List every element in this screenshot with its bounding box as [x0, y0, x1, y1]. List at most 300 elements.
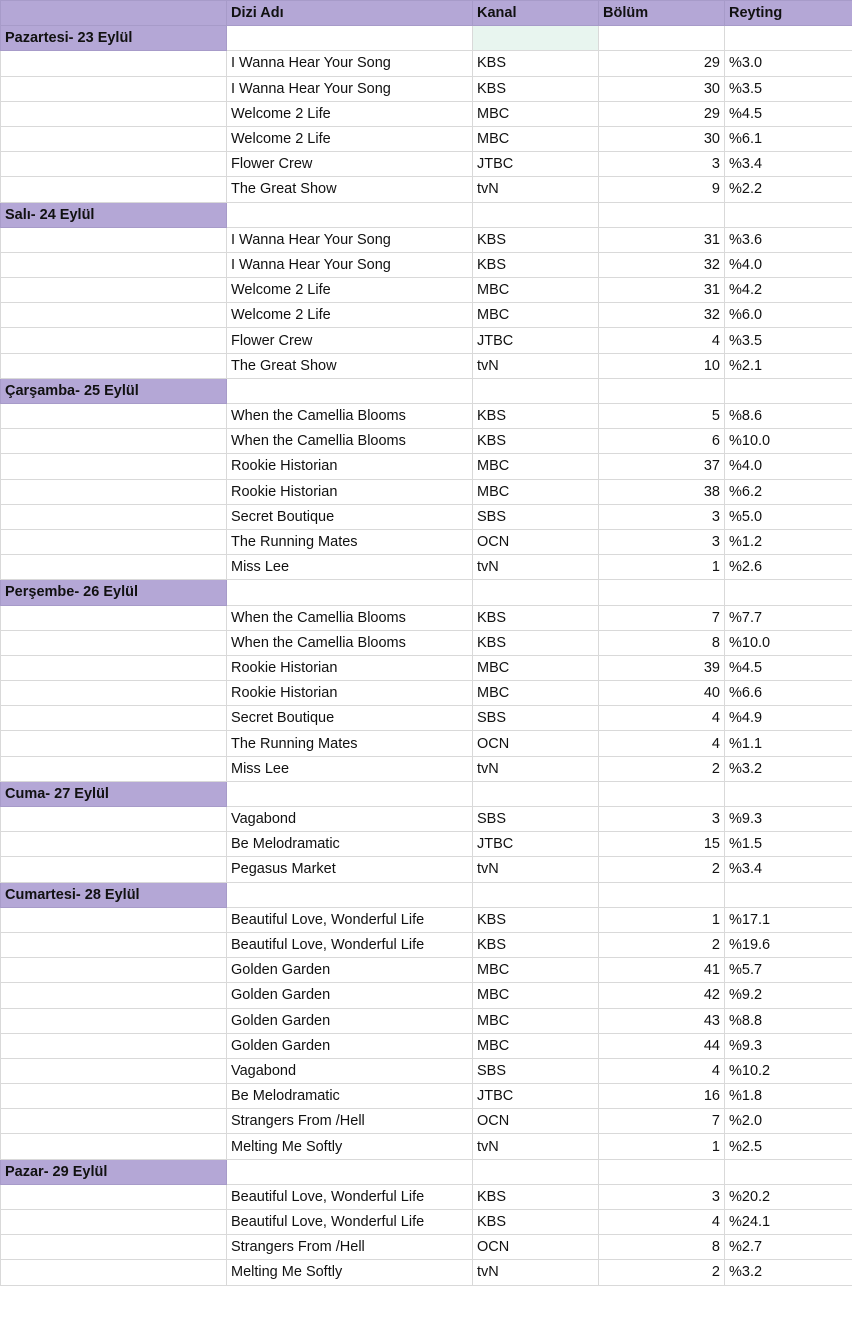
episode-cell[interactable]: 37 [599, 454, 725, 479]
rating-cell[interactable]: %2.6 [725, 555, 852, 580]
episode-cell[interactable]: 38 [599, 479, 725, 504]
empty-cell[interactable] [1, 51, 227, 76]
title-cell[interactable]: Rookie Historian [227, 655, 473, 680]
rating-cell[interactable]: %9.3 [725, 1033, 852, 1058]
empty-cell[interactable] [1, 353, 227, 378]
rating-cell[interactable]: %17.1 [725, 907, 852, 932]
empty-cell[interactable] [473, 378, 599, 403]
title-cell[interactable]: The Running Mates [227, 731, 473, 756]
empty-cell[interactable] [1, 1184, 227, 1209]
title-cell[interactable]: Golden Garden [227, 983, 473, 1008]
empty-cell[interactable] [1, 630, 227, 655]
day-row [1, 202, 852, 227]
empty-cell[interactable] [227, 580, 473, 605]
day-row [1, 580, 852, 605]
table-row [1, 706, 852, 731]
episode-cell[interactable]: 3 [599, 529, 725, 554]
episode-cell[interactable]: 2 [599, 932, 725, 957]
rating-cell[interactable]: %10.2 [725, 1058, 852, 1083]
table-row [1, 504, 852, 529]
episode-cell[interactable]: 39 [599, 655, 725, 680]
rating-cell[interactable]: %4.9 [725, 706, 852, 731]
empty-cell[interactable] [1, 303, 227, 328]
rating-cell[interactable]: %4.0 [725, 252, 852, 277]
channel-cell[interactable]: KBS [473, 605, 599, 630]
empty-cell[interactable] [227, 378, 473, 403]
channel-cell[interactable]: KBS [473, 1210, 599, 1235]
channel-cell[interactable]: KBS [473, 252, 599, 277]
empty-cell[interactable] [1, 857, 227, 882]
episode-cell[interactable]: 1 [599, 1134, 725, 1159]
empty-cell[interactable] [1, 1084, 227, 1109]
rating-cell[interactable]: %3.4 [725, 857, 852, 882]
table-row [1, 832, 852, 857]
channel-cell[interactable]: JTBC [473, 152, 599, 177]
title-cell[interactable]: Beautiful Love, Wonderful Life [227, 907, 473, 932]
empty-cell[interactable] [473, 781, 599, 806]
header-cell-title[interactable]: Dizi Adı [227, 1, 473, 26]
title-cell[interactable]: Beautiful Love, Wonderful Life [227, 932, 473, 957]
episode-cell[interactable]: 1 [599, 907, 725, 932]
episode-cell[interactable]: 8 [599, 630, 725, 655]
title-cell[interactable]: Welcome 2 Life [227, 126, 473, 151]
rating-cell[interactable]: %9.2 [725, 983, 852, 1008]
title-cell[interactable]: I Wanna Hear Your Song [227, 227, 473, 252]
episode-cell[interactable]: 29 [599, 101, 725, 126]
episode-cell[interactable]: 30 [599, 76, 725, 101]
rating-cell[interactable]: %2.1 [725, 353, 852, 378]
title-cell[interactable]: Melting Me Softly [227, 1260, 473, 1285]
rating-cell[interactable]: %6.0 [725, 303, 852, 328]
episode-cell[interactable]: 8 [599, 1235, 725, 1260]
table-row [1, 681, 852, 706]
channel-cell[interactable]: SBS [473, 807, 599, 832]
empty-cell[interactable] [1, 1260, 227, 1285]
empty-cell[interactable] [1, 227, 227, 252]
table-body [1, 1, 852, 1286]
header-row [1, 1, 852, 26]
title-cell[interactable]: Strangers From /Hell [227, 1235, 473, 1260]
episode-cell[interactable]: 2 [599, 1260, 725, 1285]
title-cell[interactable]: The Great Show [227, 177, 473, 202]
empty-cell[interactable] [1, 731, 227, 756]
rating-cell[interactable]: %2.5 [725, 1134, 852, 1159]
title-cell[interactable]: Golden Garden [227, 958, 473, 983]
channel-cell[interactable]: MBC [473, 958, 599, 983]
channel-cell[interactable]: JTBC [473, 1084, 599, 1109]
empty-cell[interactable] [725, 580, 852, 605]
title-cell[interactable]: Welcome 2 Life [227, 101, 473, 126]
title-cell[interactable]: When the Camellia Blooms [227, 630, 473, 655]
rating-cell[interactable]: %6.1 [725, 126, 852, 151]
episode-cell[interactable]: 3 [599, 1184, 725, 1209]
episode-cell[interactable]: 2 [599, 857, 725, 882]
title-cell[interactable]: Beautiful Love, Wonderful Life [227, 1184, 473, 1209]
empty-cell[interactable] [1, 983, 227, 1008]
episode-cell[interactable]: 42 [599, 983, 725, 1008]
empty-cell[interactable] [725, 1159, 852, 1184]
channel-cell[interactable]: MBC [473, 303, 599, 328]
rating-cell[interactable]: %6.2 [725, 479, 852, 504]
title-cell[interactable]: Be Melodramatic [227, 1084, 473, 1109]
rating-cell[interactable]: %6.6 [725, 681, 852, 706]
title-cell[interactable]: Be Melodramatic [227, 832, 473, 857]
title-cell[interactable]: Pegasus Market [227, 857, 473, 882]
channel-cell[interactable]: SBS [473, 706, 599, 731]
table-row [1, 1184, 852, 1209]
empty-cell[interactable] [473, 580, 599, 605]
episode-cell[interactable]: 9 [599, 177, 725, 202]
rating-cell[interactable]: %10.0 [725, 630, 852, 655]
episode-cell[interactable]: 32 [599, 252, 725, 277]
empty-cell[interactable] [1, 126, 227, 151]
table-row [1, 630, 852, 655]
table-row [1, 605, 852, 630]
empty-cell[interactable] [1, 328, 227, 353]
episode-cell[interactable]: 3 [599, 152, 725, 177]
table-row [1, 555, 852, 580]
title-cell[interactable]: Flower Crew [227, 152, 473, 177]
episode-cell[interactable]: 3 [599, 504, 725, 529]
table-row [1, 1058, 852, 1083]
title-cell[interactable]: Golden Garden [227, 1033, 473, 1058]
table-row [1, 756, 852, 781]
channel-cell[interactable]: tvN [473, 353, 599, 378]
episode-cell[interactable]: 30 [599, 126, 725, 151]
empty-cell[interactable] [1, 76, 227, 101]
rating-cell[interactable]: %1.1 [725, 731, 852, 756]
channel-cell[interactable]: tvN [473, 177, 599, 202]
empty-cell[interactable] [725, 378, 852, 403]
title-cell[interactable]: Secret Boutique [227, 504, 473, 529]
empty-cell[interactable] [1, 1058, 227, 1083]
table-row [1, 1008, 852, 1033]
rating-cell[interactable]: %2.7 [725, 1235, 852, 1260]
day-label-cell[interactable]: Cuma- 27 Eylül [1, 781, 227, 806]
channel-cell[interactable]: tvN [473, 1260, 599, 1285]
episode-cell[interactable]: 31 [599, 278, 725, 303]
channel-cell[interactable]: tvN [473, 1134, 599, 1159]
day-label-cell[interactable]: Cumartesi- 28 Eylül [1, 882, 227, 907]
title-cell[interactable]: When the Camellia Blooms [227, 404, 473, 429]
table-row [1, 101, 852, 126]
episode-cell[interactable]: 7 [599, 605, 725, 630]
empty-cell[interactable] [1, 177, 227, 202]
title-cell[interactable]: Welcome 2 Life [227, 303, 473, 328]
channel-cell[interactable]: MBC [473, 479, 599, 504]
title-cell[interactable]: I Wanna Hear Your Song [227, 51, 473, 76]
empty-cell[interactable] [1, 1008, 227, 1033]
empty-cell[interactable] [1, 504, 227, 529]
channel-cell[interactable]: MBC [473, 278, 599, 303]
rating-cell[interactable]: %20.2 [725, 1184, 852, 1209]
rating-cell[interactable]: %8.6 [725, 404, 852, 429]
rating-cell[interactable]: %24.1 [725, 1210, 852, 1235]
channel-cell[interactable]: KBS [473, 51, 599, 76]
table-row [1, 353, 852, 378]
rating-cell[interactable]: %4.5 [725, 655, 852, 680]
table-row [1, 907, 852, 932]
empty-cell[interactable] [227, 26, 473, 51]
episode-cell[interactable]: 29 [599, 51, 725, 76]
rating-cell[interactable]: %4.5 [725, 101, 852, 126]
channel-cell[interactable]: KBS [473, 1184, 599, 1209]
title-cell[interactable]: Vagabond [227, 807, 473, 832]
title-cell[interactable]: When the Camellia Blooms [227, 429, 473, 454]
channel-cell[interactable]: MBC [473, 983, 599, 1008]
channel-cell[interactable]: OCN [473, 1235, 599, 1260]
channel-cell[interactable]: KBS [473, 404, 599, 429]
table-row [1, 303, 852, 328]
channel-cell[interactable]: OCN [473, 1109, 599, 1134]
rating-cell[interactable]: %3.0 [725, 51, 852, 76]
episode-cell[interactable]: 10 [599, 353, 725, 378]
table-row [1, 529, 852, 554]
day-row [1, 1159, 852, 1184]
table-row [1, 1210, 852, 1235]
empty-cell[interactable] [1, 429, 227, 454]
channel-cell[interactable]: OCN [473, 731, 599, 756]
empty-cell[interactable] [1, 807, 227, 832]
rating-cell[interactable]: %5.0 [725, 504, 852, 529]
channel-cell[interactable]: MBC [473, 1008, 599, 1033]
empty-cell[interactable] [599, 378, 725, 403]
day-label-cell[interactable]: Pazar- 29 Eylül [1, 1159, 227, 1184]
empty-cell[interactable] [1, 756, 227, 781]
empty-cell[interactable] [1, 932, 227, 957]
empty-cell[interactable] [1, 1210, 227, 1235]
table-row [1, 932, 852, 957]
empty-cell[interactable] [599, 26, 725, 51]
table-row [1, 227, 852, 252]
title-cell[interactable]: The Running Mates [227, 529, 473, 554]
channel-cell[interactable]: KBS [473, 429, 599, 454]
channel-cell[interactable]: JTBC [473, 328, 599, 353]
episode-cell[interactable]: 44 [599, 1033, 725, 1058]
title-cell[interactable]: The Great Show [227, 353, 473, 378]
rating-cell[interactable]: %7.7 [725, 605, 852, 630]
rating-cell[interactable]: %3.2 [725, 1260, 852, 1285]
empty-cell[interactable] [1, 479, 227, 504]
channel-cell[interactable]: KBS [473, 907, 599, 932]
channel-cell[interactable]: MBC [473, 1033, 599, 1058]
table-row [1, 1235, 852, 1260]
empty-cell[interactable] [1, 958, 227, 983]
episode-cell[interactable]: 4 [599, 1210, 725, 1235]
empty-cell[interactable] [1, 152, 227, 177]
title-cell[interactable]: When the Camellia Blooms [227, 605, 473, 630]
title-cell[interactable]: Secret Boutique [227, 706, 473, 731]
episode-cell[interactable]: 31 [599, 227, 725, 252]
day-label-cell[interactable]: Perşembe- 26 Eylül [1, 580, 227, 605]
title-cell[interactable]: I Wanna Hear Your Song [227, 76, 473, 101]
rating-cell[interactable]: %4.2 [725, 278, 852, 303]
empty-cell[interactable] [725, 781, 852, 806]
channel-cell[interactable]: MBC [473, 101, 599, 126]
empty-cell[interactable] [599, 781, 725, 806]
title-cell[interactable]: Rookie Historian [227, 454, 473, 479]
table-row [1, 76, 852, 101]
header-cell-rating[interactable]: Reyting [725, 1, 852, 26]
empty-cell[interactable] [1, 252, 227, 277]
empty-cell[interactable] [1, 278, 227, 303]
title-cell[interactable]: Golden Garden [227, 1008, 473, 1033]
table-row [1, 807, 852, 832]
empty-cell[interactable] [227, 781, 473, 806]
rating-cell[interactable]: %9.3 [725, 807, 852, 832]
table-row [1, 429, 852, 454]
episode-cell[interactable]: 15 [599, 832, 725, 857]
episode-cell[interactable]: 1 [599, 555, 725, 580]
empty-cell[interactable] [725, 882, 852, 907]
episode-cell[interactable]: 4 [599, 731, 725, 756]
table-row [1, 983, 852, 1008]
header-cell-episode[interactable]: Bölüm [599, 1, 725, 26]
day-label-cell[interactable]: Pazartesi- 23 Eylül [1, 26, 227, 51]
episode-cell[interactable]: 41 [599, 958, 725, 983]
rating-cell[interactable]: %3.6 [725, 227, 852, 252]
empty-cell[interactable] [1, 101, 227, 126]
empty-cell[interactable] [1, 605, 227, 630]
rating-cell[interactable]: %1.2 [725, 529, 852, 554]
channel-cell[interactable]: MBC [473, 126, 599, 151]
table-row [1, 655, 852, 680]
title-cell[interactable]: Beautiful Love, Wonderful Life [227, 1210, 473, 1235]
rating-cell[interactable]: %1.5 [725, 832, 852, 857]
rating-cell[interactable]: %1.8 [725, 1084, 852, 1109]
rating-cell[interactable]: %3.2 [725, 756, 852, 781]
empty-cell[interactable] [1, 907, 227, 932]
rating-cell[interactable]: %3.5 [725, 328, 852, 353]
episode-cell[interactable]: 4 [599, 706, 725, 731]
table-row [1, 1033, 852, 1058]
title-cell[interactable]: Strangers From /Hell [227, 1109, 473, 1134]
channel-cell[interactable]: SBS [473, 1058, 599, 1083]
channel-cell[interactable]: KBS [473, 227, 599, 252]
rating-cell[interactable]: %8.8 [725, 1008, 852, 1033]
empty-cell[interactable] [599, 1159, 725, 1184]
rating-cell[interactable]: %3.4 [725, 152, 852, 177]
channel-cell[interactable]: KBS [473, 630, 599, 655]
table-row [1, 252, 852, 277]
title-cell[interactable]: Flower Crew [227, 328, 473, 353]
title-cell[interactable]: Miss Lee [227, 555, 473, 580]
empty-cell[interactable] [1, 706, 227, 731]
empty-cell[interactable] [227, 202, 473, 227]
episode-cell[interactable]: 16 [599, 1084, 725, 1109]
episode-cell[interactable]: 3 [599, 807, 725, 832]
episode-cell[interactable]: 5 [599, 404, 725, 429]
title-cell[interactable]: Rookie Historian [227, 681, 473, 706]
table-row [1, 479, 852, 504]
day-label-cell[interactable]: Salı- 24 Eylül [1, 202, 227, 227]
channel-cell[interactable]: KBS [473, 76, 599, 101]
empty-cell[interactable] [599, 202, 725, 227]
empty-cell[interactable] [227, 882, 473, 907]
channel-cell[interactable]: MBC [473, 454, 599, 479]
empty-cell[interactable] [227, 1159, 473, 1184]
rating-cell[interactable]: %10.0 [725, 429, 852, 454]
title-cell[interactable]: Rookie Historian [227, 479, 473, 504]
rating-cell[interactable]: %2.2 [725, 177, 852, 202]
table-row [1, 278, 852, 303]
table-row [1, 731, 852, 756]
empty-cell[interactable] [1, 555, 227, 580]
table-row [1, 1260, 852, 1285]
day-row [1, 26, 852, 51]
rating-cell[interactable]: %2.0 [725, 1109, 852, 1134]
title-cell[interactable]: Vagabond [227, 1058, 473, 1083]
rating-cell[interactable]: %5.7 [725, 958, 852, 983]
header-cell-channel[interactable]: Kanal [473, 1, 599, 26]
empty-cell[interactable] [1, 1109, 227, 1134]
table-row [1, 328, 852, 353]
episode-cell[interactable]: 7 [599, 1109, 725, 1134]
episode-cell[interactable]: 43 [599, 1008, 725, 1033]
channel-cell[interactable]: tvN [473, 756, 599, 781]
empty-cell[interactable] [473, 1159, 599, 1184]
channel-cell[interactable]: tvN [473, 857, 599, 882]
empty-cell[interactable] [1, 529, 227, 554]
empty-cell[interactable] [1, 404, 227, 429]
empty-cell[interactable] [725, 26, 852, 51]
empty-cell[interactable] [599, 580, 725, 605]
empty-cell[interactable] [473, 882, 599, 907]
empty-cell[interactable] [1, 655, 227, 680]
empty-cell[interactable] [725, 202, 852, 227]
rating-cell[interactable]: %4.0 [725, 454, 852, 479]
table-row [1, 126, 852, 151]
episode-cell[interactable]: 40 [599, 681, 725, 706]
empty-cell[interactable] [1, 681, 227, 706]
channel-cell[interactable]: KBS [473, 932, 599, 957]
table-row [1, 404, 852, 429]
table-row [1, 1134, 852, 1159]
day-label-cell[interactable]: Çarşamba- 25 Eylül [1, 378, 227, 403]
empty-cell[interactable] [1, 1235, 227, 1260]
title-cell[interactable]: Melting Me Softly [227, 1134, 473, 1159]
empty-cell[interactable] [473, 26, 599, 51]
rating-cell[interactable]: %3.5 [725, 76, 852, 101]
channel-cell[interactable]: MBC [473, 655, 599, 680]
empty-cell[interactable] [473, 202, 599, 227]
empty-cell[interactable] [599, 882, 725, 907]
empty-cell[interactable] [1, 454, 227, 479]
rating-cell[interactable]: %19.6 [725, 932, 852, 957]
episode-cell[interactable]: 2 [599, 756, 725, 781]
channel-cell[interactable]: tvN [473, 555, 599, 580]
channel-cell[interactable]: MBC [473, 681, 599, 706]
channel-cell[interactable]: JTBC [473, 832, 599, 857]
empty-cell[interactable] [1, 1033, 227, 1058]
channel-cell[interactable]: OCN [473, 529, 599, 554]
header-cell-blank[interactable] [1, 1, 227, 26]
empty-cell[interactable] [1, 832, 227, 857]
channel-cell[interactable]: SBS [473, 504, 599, 529]
table-row [1, 1084, 852, 1109]
episode-cell[interactable]: 32 [599, 303, 725, 328]
episode-cell[interactable]: 6 [599, 429, 725, 454]
empty-cell[interactable] [1, 1134, 227, 1159]
title-cell[interactable]: Miss Lee [227, 756, 473, 781]
day-row [1, 378, 852, 403]
title-cell[interactable]: Welcome 2 Life [227, 278, 473, 303]
title-cell[interactable]: I Wanna Hear Your Song [227, 252, 473, 277]
table-row [1, 51, 852, 76]
table-row [1, 177, 852, 202]
episode-cell[interactable]: 4 [599, 328, 725, 353]
episode-cell[interactable]: 4 [599, 1058, 725, 1083]
